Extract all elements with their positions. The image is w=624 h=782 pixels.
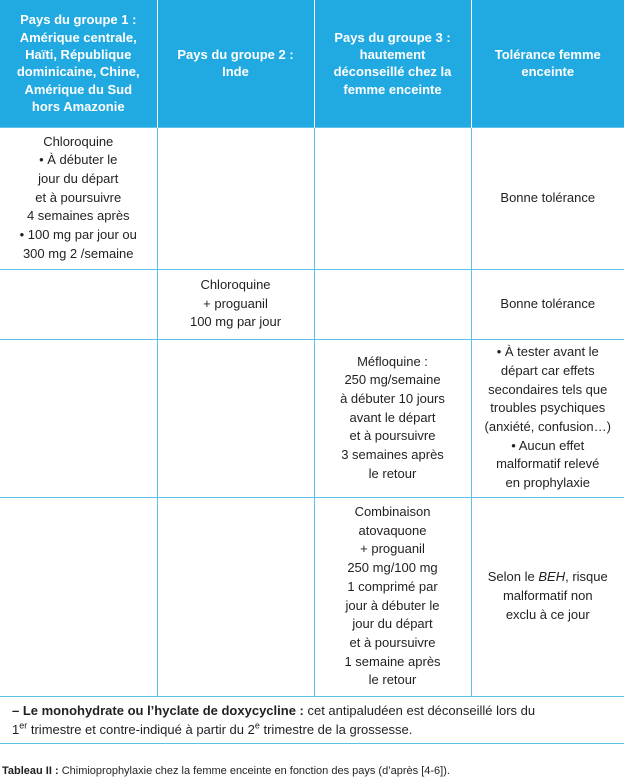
- tolerance-line-beh: Selon le BEH, risque: [487, 569, 608, 585]
- table-caption: Tableau II : Chimioprophylaxie chez la femme enceinte en fonction des pays (d’après [4-6]).: [2, 765, 450, 777]
- table-row: [0, 497, 624, 696]
- cell-empty: [0, 497, 157, 696]
- cell-group3-mefloquine: Méfloquine : 250 mg/semaine à débuter 10 jours avant le départ et à poursuivre 3 semaines après le retour: [314, 339, 471, 497]
- header-group3: Pays du groupe 3 : hautement déconseillé chez la femme enceinte: [314, 0, 471, 127]
- cell-tolerance: Selon le BEH, risque malformatif non exclu à ce jour: [471, 497, 624, 696]
- cell-empty: [314, 269, 471, 339]
- header-tolerance: Tolérance femme enceinte: [471, 0, 624, 127]
- header-group2: Pays du groupe 2 : Inde: [157, 0, 314, 127]
- cell-group1-chloroquine: Chloroquine • À débuter le jour du départ et à poursuivre 4 semaines après • 100 mg par jour ou 300 mg 2 /semaine: [0, 127, 157, 269]
- cell-empty: [0, 269, 157, 339]
- cell-tolerance: Bonne tolérance: [471, 269, 624, 339]
- table-row: [0, 127, 624, 269]
- cell-empty: [157, 339, 314, 497]
- cell-tolerance: • À tester avant le départ car effets secondaires tels que troubles psychiques (anxiété, confusion…) • Aucun effet malformatif relevé en prophylaxie: [471, 339, 624, 497]
- cell-empty: [157, 497, 314, 696]
- cell-group2-chloroquine-proguanil: Chloroquine + proguanil 100 mg par jour: [157, 269, 314, 339]
- cell-empty: [314, 127, 471, 269]
- cell-group3-atovaquone-proguanil: Combinaison atovaquone + proguanil 250 mg/100 mg 1 comprimé par jour à débuter le jour du départ et à poursuivre 1 semaine après le retour: [314, 497, 471, 696]
- table-row: [0, 339, 624, 497]
- table-row: [0, 269, 624, 339]
- cell-empty: [157, 127, 314, 269]
- doxycycline-note: – Le monohydrate ou l’hyclate de doxycycline : cet antipaludéen est déconseillé lors du 1er trimestre et contre-indiqué à partir du 2e trimestre de la grossesse.: [0, 696, 624, 743]
- table-note-row: [0, 696, 624, 743]
- table-header-row: [0, 0, 624, 127]
- header-group1: Pays du groupe 1 : Amérique centrale, Haïti, République dominicaine, Chine, Amérique du Sud hors Amazonie: [0, 0, 157, 127]
- cell-tolerance: Bonne tolérance: [471, 127, 624, 269]
- cell-empty: [0, 339, 157, 497]
